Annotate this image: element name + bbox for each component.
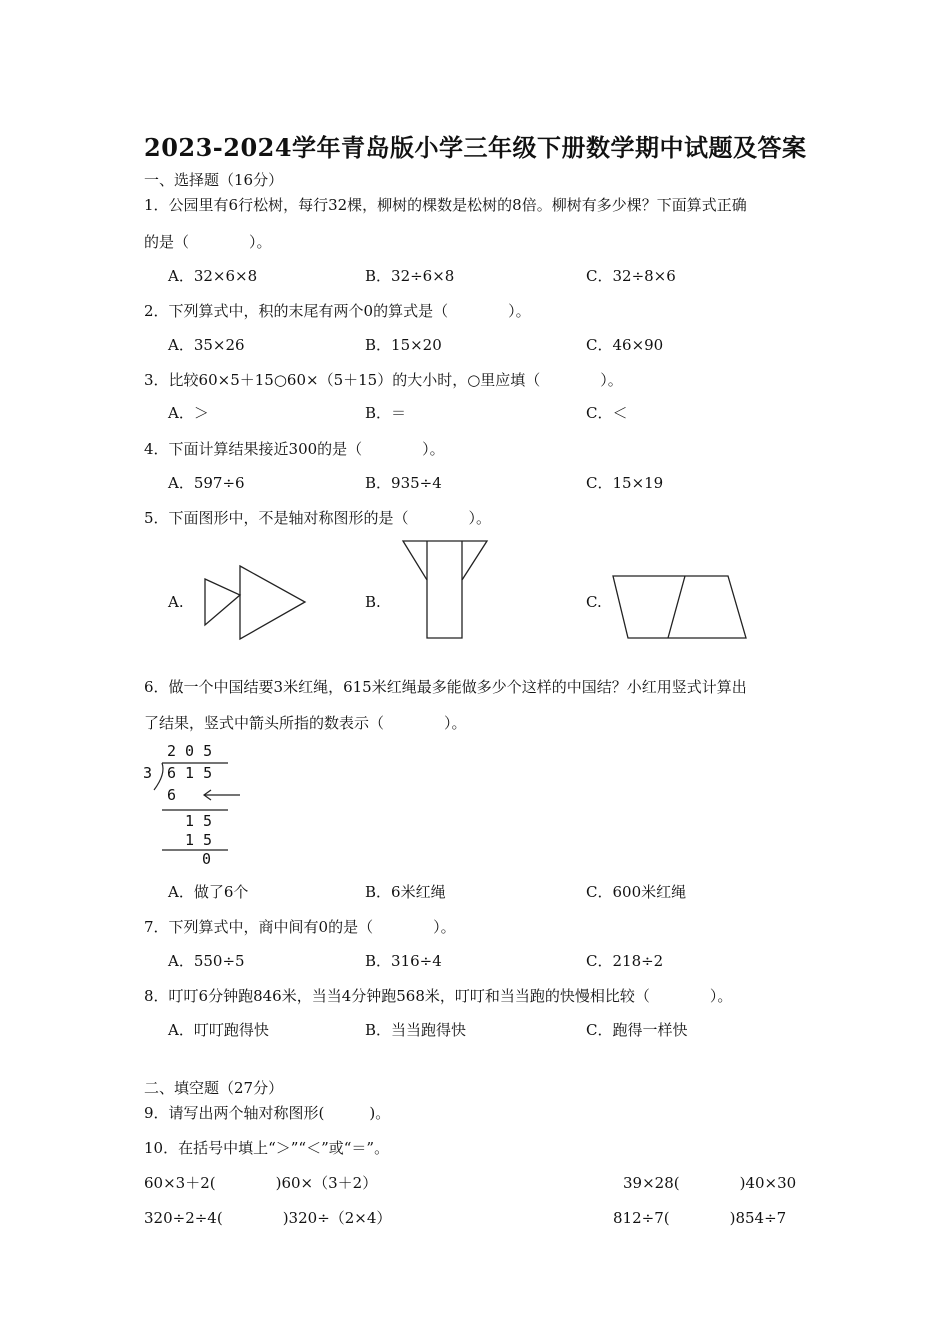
arrow-left-icon [202, 789, 242, 801]
division-step-2: 1 5 [185, 812, 213, 830]
question-1-option-a: A．32×6×8 [168, 267, 258, 285]
question-1-text: 1．公园里有6行松树，每行32棵，柳树的棵数是松树的8倍。柳树有多少棵？下面算式正确 [144, 196, 747, 214]
question-8-option-a: A．叮叮跑得快 [168, 1021, 269, 1039]
division-divisor: 3 [143, 764, 153, 782]
question-6-option-a: A．做了6个 [168, 883, 249, 901]
compare-row-2-right: 812÷7( )854÷7 [613, 1209, 787, 1227]
compare-row-2-left: 320÷2÷4( )320÷（2×4） [144, 1209, 392, 1227]
question-8-option-b: B．当当跑得快 [365, 1021, 467, 1039]
question-8-option-c: C．跑得一样快 [586, 1021, 688, 1039]
question-1-option-c: C．32÷8×6 [586, 267, 676, 285]
question-5-option-c: C. [586, 593, 602, 611]
question-10-text: 10．在括号中填上“＞”“＜”或“＝”。 [144, 1139, 390, 1157]
question-1-text-cont: 的是（ ）。 [144, 233, 272, 251]
compare-row-1-left: 60×3＋2( )60×（3＋2） [144, 1174, 378, 1192]
question-7-option-c: C．218÷2 [586, 952, 664, 970]
question-7-option-a: A．550÷5 [168, 952, 245, 970]
section-heading-fill: 二、填空题（27分） [144, 1079, 284, 1097]
division-step-1: 6 [167, 786, 177, 804]
shape-b-funnel [400, 538, 490, 642]
question-3-option-a: A．＞ [168, 404, 209, 422]
question-1-option-b: B．32÷6×8 [365, 267, 455, 285]
question-5-option-a: A. [168, 593, 184, 611]
long-division [140, 740, 250, 868]
shape-c-trapezoid [610, 573, 750, 641]
section-heading-choice: 一、选择题（16分） [144, 171, 284, 189]
division-remainder: 0 [202, 850, 212, 868]
question-6-text-cont: 了结果，竖式中箭头所指的数表示（ ）。 [144, 714, 467, 732]
division-lines [140, 740, 250, 868]
question-5-option-b: B. [365, 593, 381, 611]
question-3-option-b: B．＝ [365, 404, 407, 422]
question-7-text: 7．下列算式中，商中间有0的是（ ）。 [144, 918, 456, 936]
shape-a-triangles [200, 563, 310, 643]
question-2-option-c: C．46×90 [586, 336, 664, 354]
question-8-text: 8．叮叮6分钟跑846米，当当4分钟跑568米，叮叮和当当跑的快慢相比较（ ）。 [144, 987, 733, 1005]
compare-row-1-right: 39×28( )40×30 [623, 1174, 797, 1192]
question-2-option-a: A．35×26 [168, 336, 245, 354]
question-4-option-b: B．935÷4 [365, 474, 442, 492]
question-4-option-c: C．15×19 [586, 474, 664, 492]
question-3-text: 3．比较60×5＋15○60×（5＋15）的大小时，○里应填（ ）。 [144, 371, 623, 389]
question-6-option-c: C．600米红绳 [586, 883, 687, 901]
division-dividend: 6 1 5 [167, 764, 213, 782]
question-9-text: 9．请写出两个轴对称图形( )。 [144, 1104, 391, 1122]
question-2-text: 2．下列算式中，积的末尾有两个0的算式是（ ）。 [144, 302, 531, 320]
question-2-option-b: B．15×20 [365, 336, 442, 354]
division-step-3: 1 5 [185, 831, 213, 849]
question-4-option-a: A．597÷6 [168, 474, 245, 492]
question-5-text: 5．下面图形中，不是轴对称图形的是（ ）。 [144, 509, 492, 527]
question-6-option-b: B．6米红绳 [365, 883, 446, 901]
question-6-text: 6．做一个中国结要3米红绳，615米红绳最多能做多少个这样的中国结？小红用竖式计算出 [144, 678, 747, 696]
question-4-text: 4．下面计算结果接近300的是（ ）。 [144, 440, 445, 458]
question-7-option-b: B．316÷4 [365, 952, 442, 970]
page-title: 2023-2024学年青岛版小学三年级下册数学期中试题及答案 [144, 133, 807, 162]
question-3-option-c: C．＜ [586, 404, 628, 422]
division-quotient: 2 0 5 [167, 742, 213, 760]
